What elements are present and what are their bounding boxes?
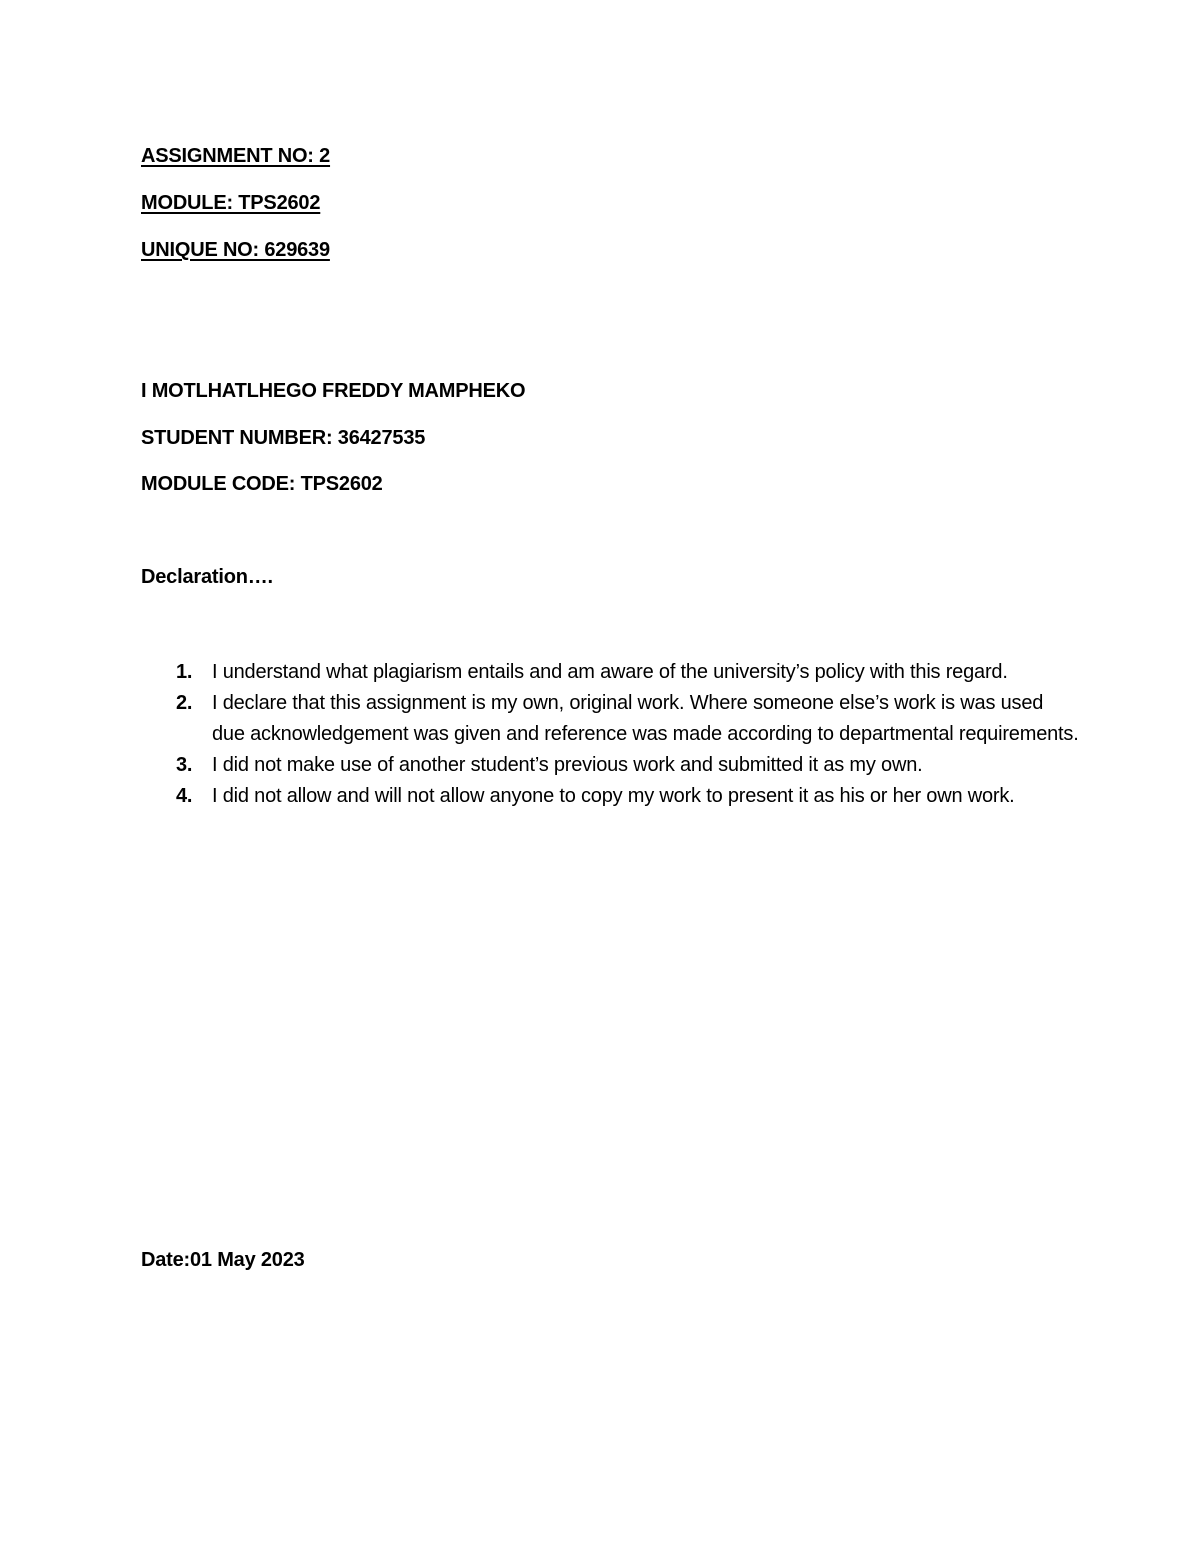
declaration-item-number: 2.	[176, 692, 193, 714]
declaration-item	[141, 688, 1081, 750]
declaration-heading: Declaration….	[141, 566, 273, 588]
student-number: STUDENT NUMBER: 36427535	[141, 427, 426, 449]
declaration-item	[141, 750, 1081, 781]
declaration-item-number: 1.	[176, 661, 193, 683]
module-code: MODULE CODE: TPS2602	[141, 473, 383, 495]
declaration-item-text: I did not make use of another student’s previous work and submitted it as my own.	[212, 754, 923, 776]
submission-date: Date:01 May 2023	[141, 1249, 305, 1271]
unique-number: UNIQUE NO: 629639	[141, 239, 330, 261]
declaration-item	[141, 781, 1081, 812]
declaration-item-number: 3.	[176, 754, 193, 776]
declaration-item-number: 4.	[176, 785, 193, 807]
declaration-list	[141, 657, 1081, 812]
student-name: I MOTLHATLHEGO FREDDY MAMPHEKO	[141, 380, 526, 402]
declaration-item-text: I did not allow and will not allow anyone to copy my work to present it as his or her own work.	[212, 785, 1015, 807]
declaration-item-text: I understand what plagiarism entails and am aware of the university’s policy with this regard.	[212, 661, 1008, 683]
assignment-number: ASSIGNMENT NO: 2	[141, 145, 331, 167]
declaration-item-text: I declare that this assignment is my own, original work. Where someone else’s work is was used due acknowledgement was given and reference was made according to departmental requirements.	[212, 692, 1079, 745]
declaration-item	[141, 657, 1081, 688]
module-label: MODULE: TPS2602	[141, 192, 321, 214]
